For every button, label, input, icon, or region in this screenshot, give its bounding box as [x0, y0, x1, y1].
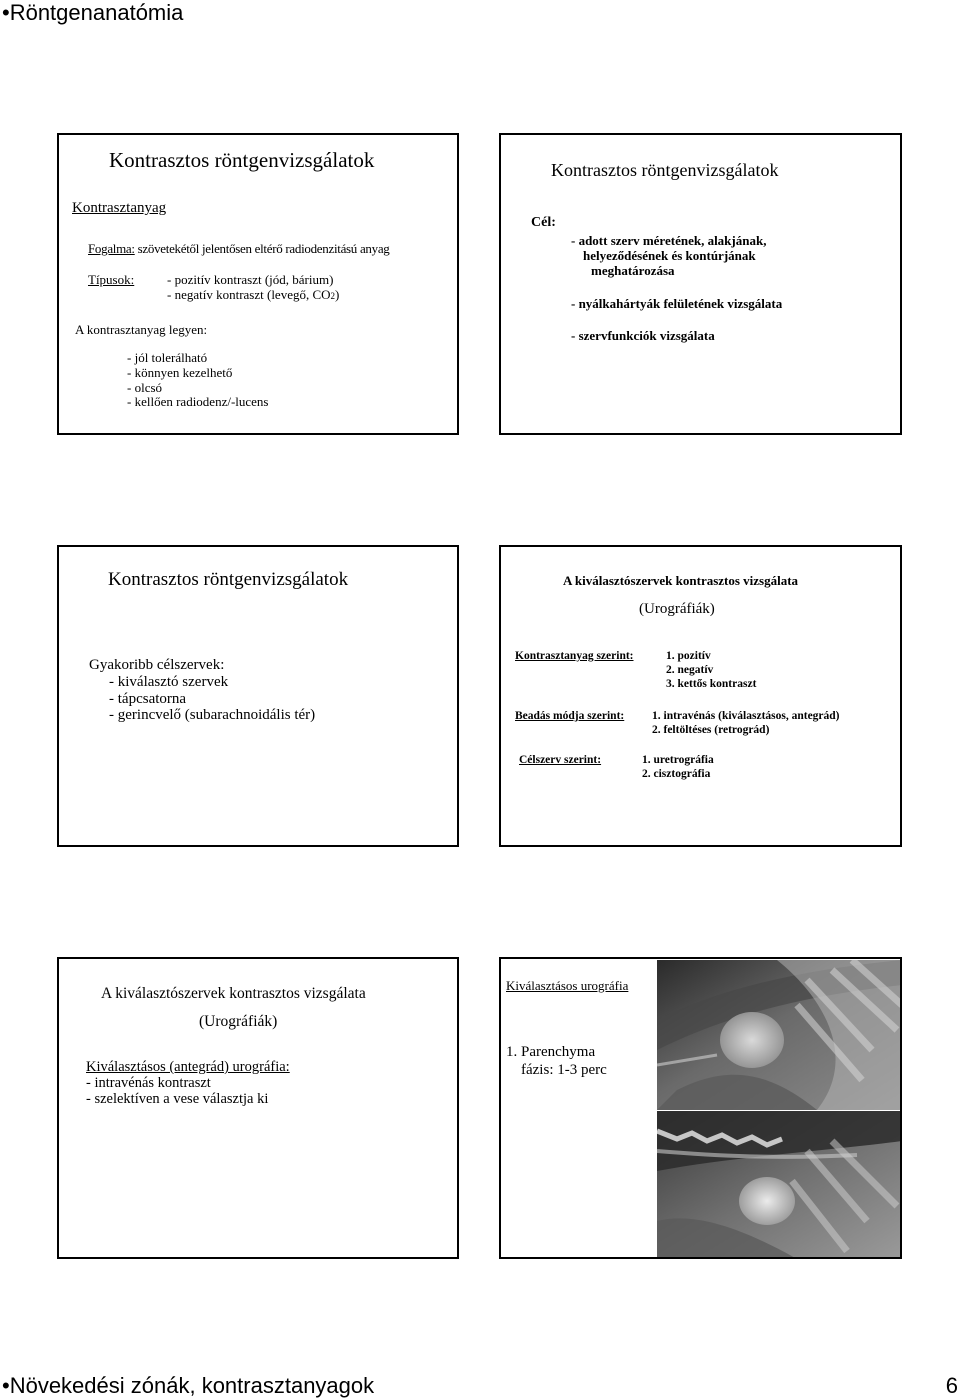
by-contrast-value: 3. kettős kontraszt	[666, 678, 757, 690]
requirement-item: - kellően radiodenz/-lucens	[127, 394, 269, 409]
target-organ-item: - kiválasztó szervek	[109, 674, 229, 690]
slide-6	[499, 957, 902, 1259]
slide-5-title: A kiválasztószervek kontrasztos vizsgálata	[101, 985, 366, 1002]
slide-5-subtitle: (Urográfiák)	[199, 1013, 278, 1030]
slide-6-heading: Kiválasztásos urográfia	[506, 978, 629, 993]
slide-1	[57, 133, 459, 435]
slide-3-title: Kontrasztos röntgenvizsgálatok	[108, 569, 349, 590]
definition-text: szövetekétől jelentősen eltérő radiodenzitású anyag	[134, 241, 390, 256]
definition-row	[88, 241, 390, 257]
slide-2-title: Kontrasztos röntgenvizsgálatok	[551, 160, 779, 180]
slide-1-section-heading: Kontrasztanyag	[72, 200, 167, 216]
requirement-item: - könnyen kezelhető	[127, 365, 233, 380]
by-target-label: Célszerv szerint:	[519, 754, 602, 766]
slide-5	[57, 957, 459, 1259]
target-organ-item: - tápcsatorna	[109, 691, 187, 707]
requirement-item: - olcsó	[127, 380, 163, 395]
target-organs-heading: Gyakoribb célszervek:	[89, 657, 225, 673]
slide-4	[499, 545, 902, 847]
by-administration-value: 1. intravénás (kiválasztásos, antegrád)	[652, 710, 840, 722]
radiograph-image-top	[657, 960, 902, 1110]
excretory-urography-heading: Kiválasztásos (antegrád) urográfia:	[86, 1059, 290, 1075]
goal-item: - nyálkahártyák felületének vizsgálata	[571, 296, 783, 311]
slide-4-subtitle: (Urográfiák)	[639, 601, 715, 617]
by-contrast-value: 1. pozitív	[666, 650, 711, 662]
goal-item: - adott szerv méretének, alakjának,	[571, 233, 767, 248]
excretory-item: - intravénás kontraszt	[86, 1075, 211, 1091]
document-header: •Röntgenanatómia	[2, 0, 184, 25]
slide-3	[57, 545, 459, 847]
phase-line-2: fázis: 1-3 perc	[521, 1062, 607, 1078]
goal-item-cont: meghatározása	[591, 263, 675, 278]
excretory-item: - szelektíven a vese választja ki	[86, 1091, 269, 1107]
goal-label: Cél:	[531, 215, 556, 230]
by-target-value: 1. uretrográfia	[642, 754, 714, 766]
definition-label: Fogalma:	[88, 241, 135, 256]
by-administration-value: 2. feltöltéses (retrográd)	[652, 724, 770, 736]
target-organ-item: - gerincvelő (subarachnoidális tér)	[109, 707, 316, 723]
slide-4-title: A kiválasztószervek kontrasztos vizsgálata	[563, 573, 799, 588]
by-administration-label: Beadás módja szerint:	[515, 710, 625, 722]
slide-1-title: Kontrasztos röntgenvizsgálatok	[109, 148, 375, 172]
radiograph-image-bottom	[657, 1111, 902, 1259]
document-footer: •Növekedési zónák, kontrasztanyagok	[2, 1373, 375, 1398]
type-positive: - pozitív kontraszt (jód, bárium)	[167, 272, 334, 287]
page-number: 6	[945, 1373, 958, 1398]
type-negative: - negatív kontraszt (levegő, CO2)	[167, 287, 340, 302]
by-contrast-label: Kontrasztanyag szerint:	[515, 650, 634, 662]
requirement-item: - jól tolerálható	[127, 350, 208, 365]
goal-item: - szervfunkciók vizsgálata	[571, 328, 715, 343]
goal-item-cont: helyeződésének és kontúrjának	[583, 248, 756, 263]
by-target-value: 2. cisztográfia	[642, 768, 711, 780]
types-label: Típusok:	[88, 272, 135, 287]
phase-line-1: 1. Parenchyma	[506, 1044, 596, 1060]
slide-2	[499, 133, 902, 435]
by-contrast-value: 2. negatív	[666, 664, 714, 676]
requirements-heading: A kontrasztanyag legyen:	[75, 322, 208, 337]
